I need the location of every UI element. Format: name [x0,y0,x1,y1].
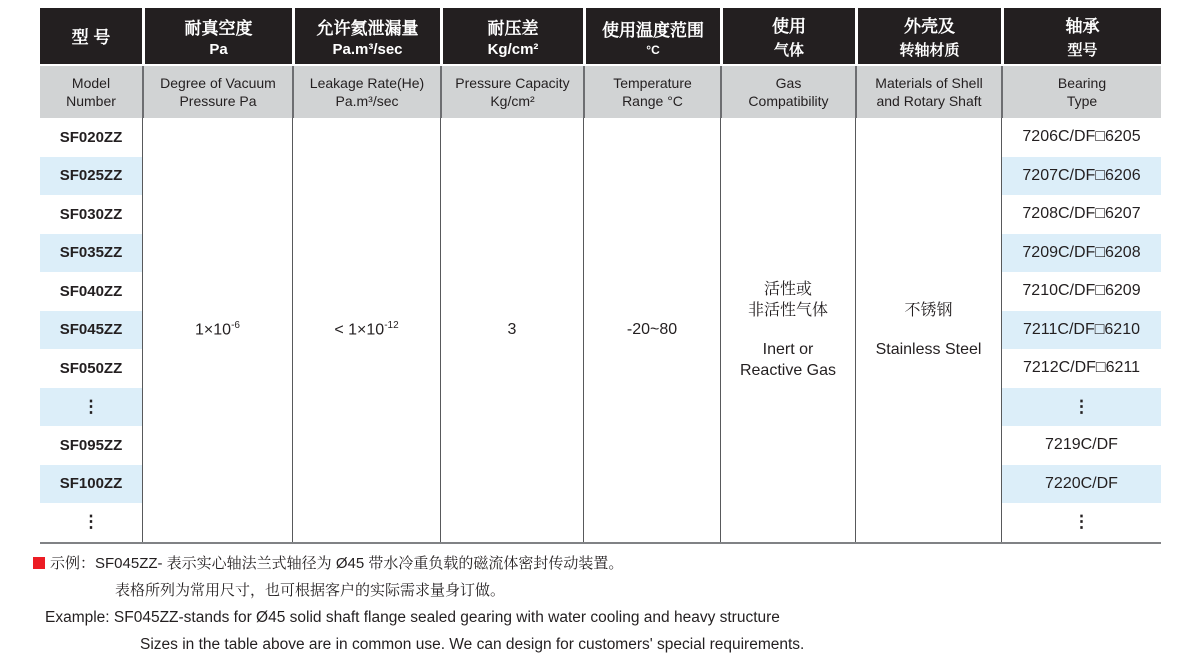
red-square-marker [33,557,45,569]
bearing-cell: 7219C/DF [1001,426,1161,465]
table-header-zh [40,8,1161,66]
model-cell: SF045ZZ [40,311,142,350]
col-header-pressure-zh: 耐压差 Kg/cm² [440,8,583,66]
bearing-cell-ellipsis: ⋮ [1001,503,1161,542]
bearing-cell: 7206C/DF□6205 [1001,118,1161,157]
note-example-en: Example: SF045ZZ-stands for Ø45 solid shaft flange sealed gearing with water cooling and heavy structure [45,609,780,626]
col-header-vacuum-en: Degree of Vacuum Pressure Pa [142,66,292,118]
bearing-cell: 7220C/DF [1001,465,1161,504]
bearing-cell-ellipsis: ⋮ [1001,388,1161,427]
footer-notes [0,550,1200,658]
table-row [40,118,1161,157]
model-cell: SF020ZZ [40,118,142,157]
model-cell: SF095ZZ [40,426,142,465]
col-header-model-en: Model Number [40,66,142,118]
col-header-bearing-en: Bearing Type [1001,66,1161,118]
bearing-cell: 7208C/DF□6207 [1001,195,1161,234]
model-cell: SF040ZZ [40,272,142,311]
bearing-cell: 7212C/DF□6211 [1001,349,1161,388]
col-header-leakage-zh: 允许氦泄漏量 Pa.m³/sec [292,8,440,66]
col-header-gas-en: Gas Compatibility [720,66,855,118]
bearing-cell: 7207C/DF□6206 [1001,157,1161,196]
model-cell: SF100ZZ [40,465,142,504]
vacuum-value: $1\times 10^{-6}$ [142,118,292,542]
col-header-bearing-zh: 轴承 型号 [1001,8,1161,66]
pressure-value: 3 [440,118,583,542]
bearing-cell: 7209C/DF□6208 [1001,234,1161,273]
col-header-gas-zh: 使用 气体 [720,8,855,66]
note-example-zh: 示例：SF045ZZ- 表示实心轴法兰式轴径为 Ø45 带水冷重负载的磁流体密封传动装置。 [0,550,1200,577]
col-header-temperature-zh: 使用温度范围 °C [583,8,720,66]
model-cell-ellipsis: ⋮ [40,388,142,427]
model-cell: SF030ZZ [40,195,142,234]
gas-value: 活性或 非活性气体 Inert or Reactive Gas [720,118,855,542]
leakage-value: < $1\times 10^{-12}$ [292,118,440,542]
col-header-temperature-en: Temperature Range °C [583,66,720,118]
bearing-cell: 7211C/DF□6210 [1001,311,1161,350]
spec-table [40,8,1161,544]
col-header-leakage-en: Leakage Rate(He) Pa.m³/sec [292,66,440,118]
model-cell-ellipsis: ⋮ [40,503,142,542]
table-header-en [40,66,1161,118]
col-header-pressure-en: Pressure Capacity Kg/cm² [440,66,583,118]
col-header-model-zh: 型 号 [40,8,142,66]
note-sizes-en: Sizes in the table above are in common use. We can design for customers' special requirements. [140,636,805,653]
model-cell: SF035ZZ [40,234,142,273]
col-header-material-zh: 外壳及 转轴材质 [855,8,1001,66]
col-header-vacuum-zh: 耐真空度 Pa [142,8,292,66]
note-sizes-zh: 表格所列为常用尺寸，也可根据客户的实际需求量身订做。 [115,582,506,599]
model-cell: SF050ZZ [40,349,142,388]
bearing-cell: 7210C/DF□6209 [1001,272,1161,311]
temperature-value: -20~80 [583,118,720,542]
material-value: 不锈钢 Stainless Steel [855,118,1001,542]
model-cell: SF025ZZ [40,157,142,196]
col-header-material-en: Materials of Shell and Rotary Shaft [855,66,1001,118]
